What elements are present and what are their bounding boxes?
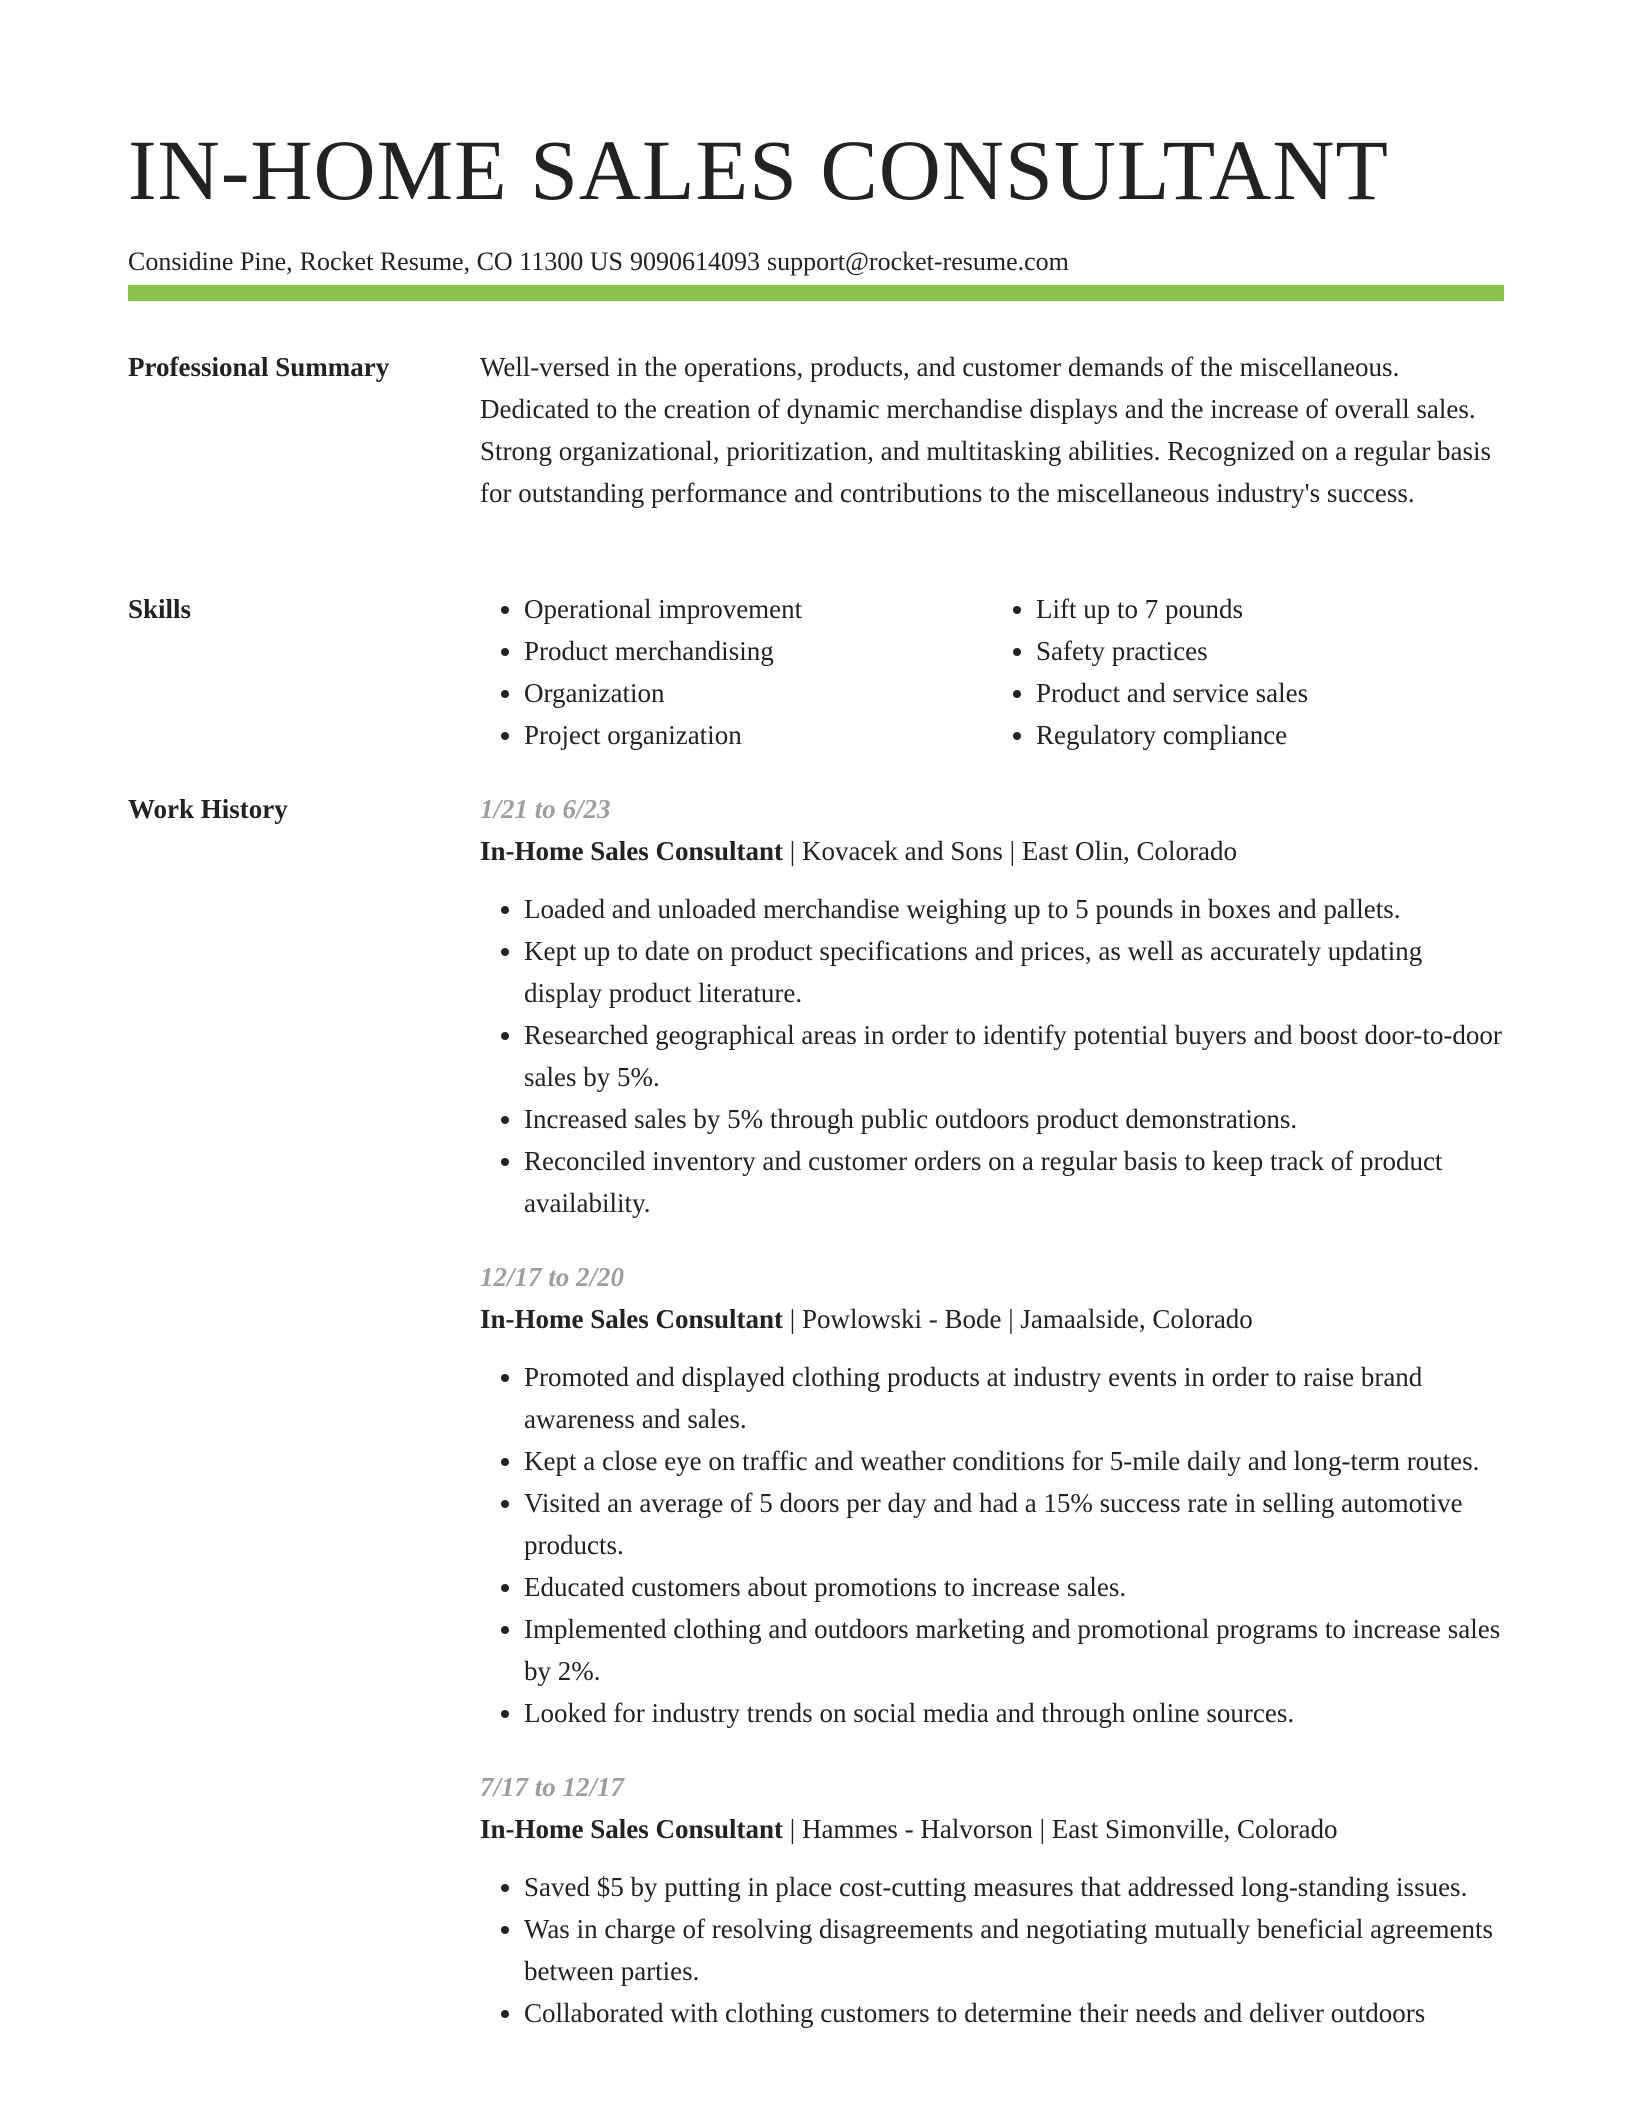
skill-item: • Organization xyxy=(524,672,992,714)
skill-item: • Product and service sales xyxy=(1036,672,1504,714)
job-bullet: • Promoted and displayed clothing products at industry events in order to raise brand awareness and sales. xyxy=(524,1356,1504,1440)
job-bullet: • Collaborated with clothing customers to determine their needs and deliver outdoors xyxy=(524,1992,1504,2034)
job-bullet: • Kept a close eye on traffic and weather conditions for 5-mile daily and long-term routes. xyxy=(524,1440,1504,1482)
job-bullet: • Reconciled inventory and customer orders on a regular basis to keep track of product availability. xyxy=(524,1140,1504,1224)
skill-item: • Regulatory compliance xyxy=(1036,714,1504,756)
job-bullet: • Looked for industry trends on social media and through online sources. xyxy=(524,1692,1504,1734)
work-history-heading: Work History xyxy=(128,794,288,824)
skill-item: • Operational improvement xyxy=(524,588,992,630)
job-details: | Hammes - Halvorson | East Simonville, Colorado xyxy=(783,1814,1338,1844)
job-bullet: • Educated customers about promotions to increase sales. xyxy=(524,1566,1504,1608)
job-bullets xyxy=(480,1866,1504,2034)
resume-header xyxy=(128,118,1504,278)
job-dates: 12/17 to 2/20 xyxy=(480,1262,625,1292)
skills-list-right xyxy=(992,588,1504,756)
skills-body xyxy=(480,588,1504,756)
summary-heading: Professional Summary xyxy=(128,352,390,382)
skill-item: • Project organization xyxy=(524,714,992,756)
job-bullet: • Increased sales by 5% through public outdoors product demonstrations. xyxy=(524,1098,1504,1140)
job-details: | Kovacek and Sons | East Olin, Colorado xyxy=(783,836,1238,866)
skills-heading: Skills xyxy=(128,594,192,624)
job-details: | Powlowski - Bode | Jamaalside, Colorado xyxy=(783,1304,1253,1334)
contact-phone: 9090614093 xyxy=(629,247,760,276)
candidate-title: IN-HOME SALES CONSULTANT xyxy=(128,122,1389,218)
contact-city: Rocket Resume, CO 11300 US xyxy=(299,247,623,276)
job-bullet: • Loaded and unloaded merchandise weighing up to 5 pounds in boxes and pallets. xyxy=(524,888,1504,930)
job-heading xyxy=(480,830,1504,872)
skill-item: • Safety practices xyxy=(1036,630,1504,672)
job-entry xyxy=(480,1766,1504,2034)
job-bullet: • Visited an average of 5 doors per day and had a 15% success rate in selling automotive products. xyxy=(524,1482,1504,1566)
job-title: In-Home Sales Consultant xyxy=(480,1814,784,1844)
summary-text: Well-versed in the operations, products, and customer demands of the miscellaneous. Dedicated to the creation of dynamic merchandise displays and the increase of overall sales. Strong organizational, prioritization, and multitasking abilities. Recognized on a regular basis for outstanding performance and contributions to the miscellaneous industry's success. xyxy=(480,352,1492,508)
job-title: In-Home Sales Consultant xyxy=(480,1304,784,1334)
summary-body xyxy=(480,346,1504,514)
job-heading xyxy=(480,1808,1504,1850)
work-history-body xyxy=(480,788,1504,2066)
job-dates: 1/21 to 6/23 xyxy=(480,794,611,824)
contact-email: support@rocket-resume.com xyxy=(766,247,1069,276)
skill-item: • Product merchandising xyxy=(524,630,992,672)
job-entry xyxy=(480,1256,1504,1734)
header-divider xyxy=(128,285,1504,301)
job-bullet: • Kept up to date on product specifications and prices, as well as accurately updating display product literature. xyxy=(524,930,1504,1014)
job-bullet: • Researched geographical areas in order to identify potential buyers and boost door-to-door sales by 5%. xyxy=(524,1014,1504,1098)
job-bullet: • Implemented clothing and outdoors marketing and promotional programs to increase sales by 2%. xyxy=(524,1608,1504,1692)
job-title: In-Home Sales Consultant xyxy=(480,836,784,866)
job-dates: 7/17 to 12/17 xyxy=(480,1772,625,1802)
contact-street: Considine Pine, xyxy=(128,247,293,276)
job-heading xyxy=(480,1298,1504,1340)
skills-list-left xyxy=(480,588,992,756)
job-bullets xyxy=(480,1356,1504,1734)
job-entry xyxy=(480,788,1504,1224)
skill-item: • Lift up to 7 pounds xyxy=(1036,588,1504,630)
job-bullet: • Was in charge of resolving disagreements and negotiating mutually beneficial agreements between parties. xyxy=(524,1908,1504,1992)
job-bullets xyxy=(480,888,1504,1224)
contact-line xyxy=(128,246,1504,278)
job-bullet: • Saved $5 by putting in place cost-cutting measures that addressed long-standing issues. xyxy=(524,1866,1504,1908)
